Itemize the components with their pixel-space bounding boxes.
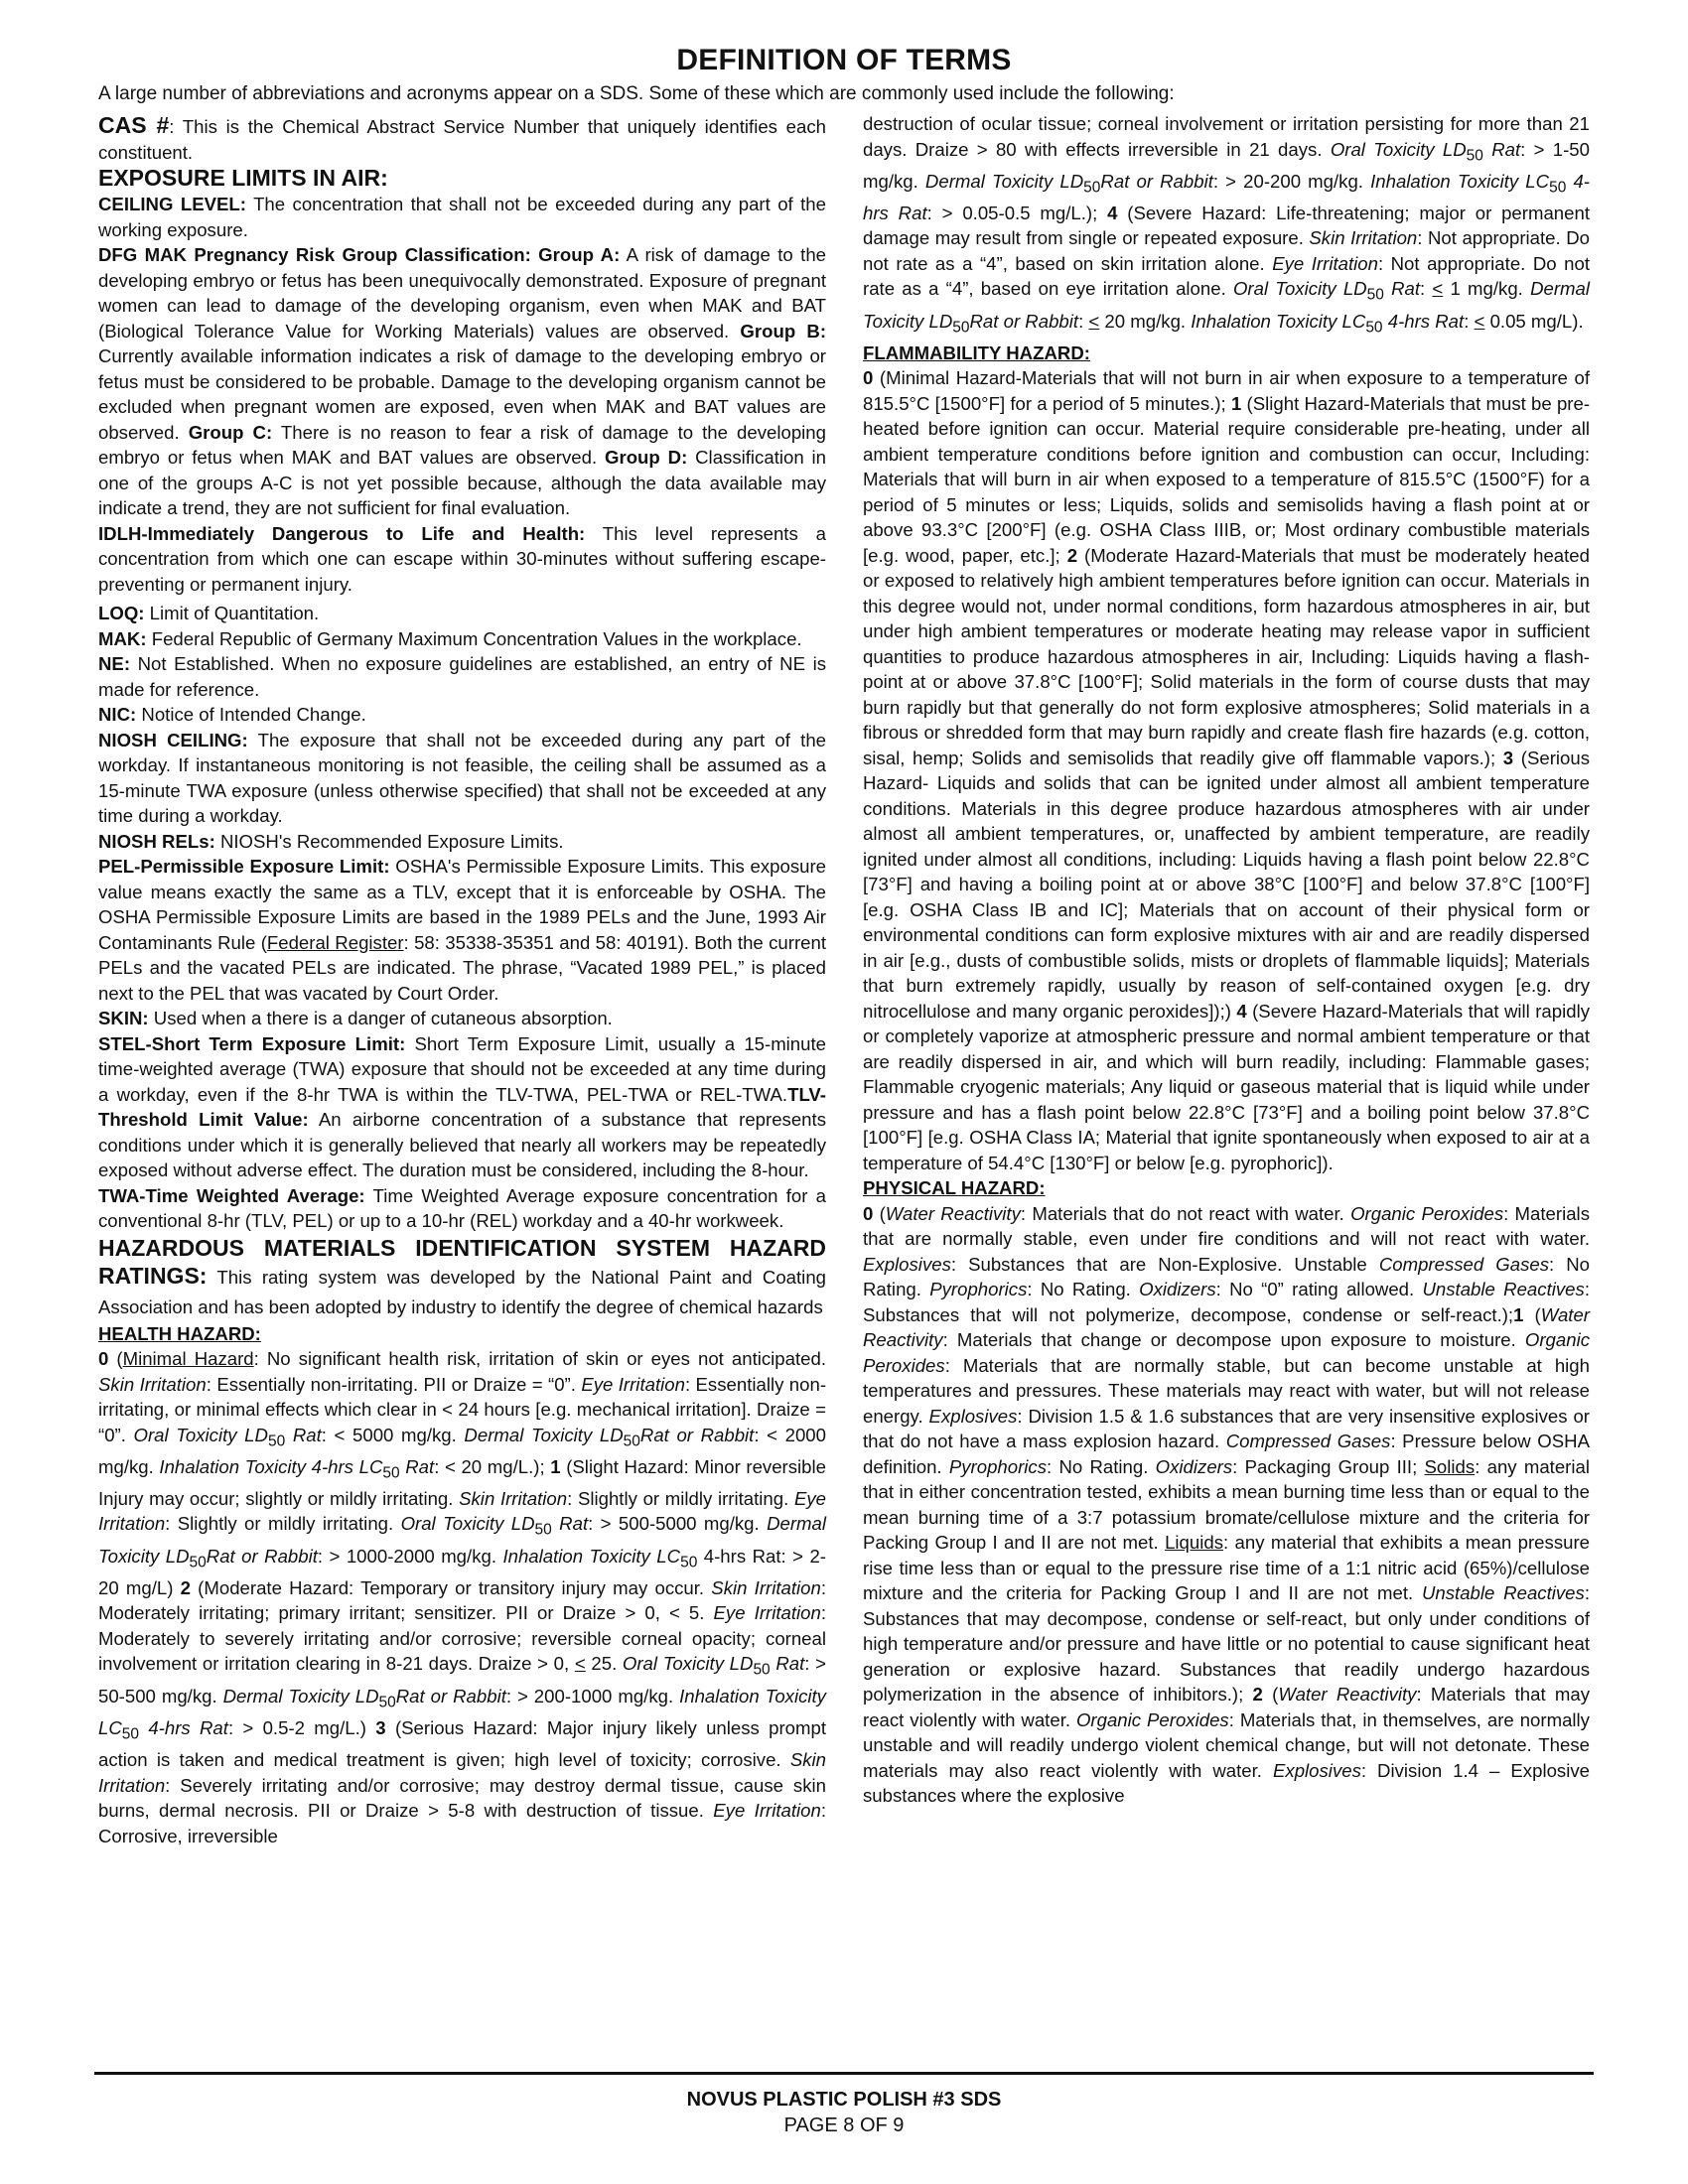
health-hazard-heading: HEALTH HAZARD:: [98, 1322, 261, 1344]
skin-definition: SKIN: Used when a there is a danger of cutaneous absorption.: [98, 1008, 613, 1028]
left-column: [98, 112, 826, 1848]
nic-definition: NIC: Notice of Intended Change.: [98, 704, 366, 725]
footer-divider: [94, 2072, 1594, 2075]
page-title: DEFINITION OF TERMS: [676, 44, 1012, 76]
ne-definition: NE: Not Established. When no exposure guidelines are established, an entry of NE is made for reference.: [98, 653, 826, 700]
flammability-hazard-text: 0 (Minimal Hazard-Materials that will not burn in air when exposure to a temperature of 815.5°C [1500°F] for a period of 5 minutes.); 1 (Slight Hazard-Materials that must be pre-heated before ignition can occur. Material require considerable pre-heating, under all ambient temperature conditions before ignition and combustion can occur, Including: Materials that will burn in air when exposed to a temperature of 815.5°C (1500°F) for a period of 5 minutes or less; Liquids, solids and semisolids having a flash point at or above 93.3°C [200°F] (e.g. OSHA Class IIIB, or; Most ordinary combustible materials [e.g. wood, paper, etc.]; 2 (Moderate Hazard-Materials that must be moderately heated or exposed to relatively high ambient temperatures before ignition can occur. Materials in this degree would not, under normal conditions, form hazardous atmospheres in air, but under high ambient temperatures or moderate heating may release vapor in sufficient quantities to produce hazardous atmospheres in air, Including: Liquids having a flash-point at or above 37.8°C [100°F]; Solid materials in the form of course dusts that may burn rapidly but that generally do not form explosive atmospheres; Solid materials in a fibrous or shredded form that may burn rapidly and create flash fire hazards (e.g. cotton, sisal, hemp; Solids and semisolids that readily give off flammable vapors.); 3 (Serious Hazard- Liquids and solids that can be ignited under almost all ambient temperature conditions. Materials in this degree produce hazardous atmospheres with air under almost all ambient temperatures, or, unaffected by ambient temperature, are readily ignited under almost all conditions, including: Liquids having a flash point below 22.8°C [73°F] and having a boiling point at or above 38°C [100°F] and below 37.8°C [100°F] [e.g. OSHA Class IB and IC]; Materials that on account of their physical form or environmental conditions can form explosive mixtures with air and are readily dispersed in air [e.g., dusts of combustible solids, mists or droplets of flammable liquids]; Materials that burn extremely rapidly, usually by reason of self-contained oxygen [e.g. dry nitrocellulose and many organic peroxides]);) 4 (Severe Hazard-Materials that will rapidly or completely vaporize at atmospheric pressure and normal ambient temperature or that are readily dispersed in air, and which will burn readily, including: Flammable gases; Flammable cryogenic materials; Any liquid or gaseous material that is liquid while under pressure and has a flash point below 22.8°C [73°F] and a boiling point below 37.8°C [100°F] [e.g. OSHA Class IA; Material that ignite spontaneously when exposed to air at a temperature of 54.4°C [130°F] or below [e.g. pyrophoric]).: [863, 367, 1591, 1173]
intro-text: A large number of abbreviations and acronyms appear on a SDS. Some of these which are commonly used include the following:: [98, 83, 1175, 104]
footer-page-number: PAGE 8 OF 9: [783, 2115, 905, 2136]
health-hazard-continued: destruction of ocular tissue; corneal involvement or irritation persisting for more than 21 days. Draize > 80 with effects irreversible in 21 days. Oral Toxicity $LD_{50}$ Rat: > 1-50 mg/kg. Dermal Toxicity $LD_{50}Rat$ or Rabbit: > 20-200 mg/kg. Inhalation Toxicity $LC_{50}$ 4-hrs Rat: > 0.05-0.5 mg/L.); 4 (Severe Hazard: Life-threatening; major or permanent damage may result from single or repeated exposure. Skin Irritation: Not appropriate. Do not rate as a “4”, based on skin irritation alone. Eye Irritation: Not appropriate. Do not rate as a “4”, based on eye irritation alone. Oral Toxicity $LD_{50}$ Rat: < 1 mg/kg. Dermal Toxicity $LD_{50}Rat$ or Rabbit: < 20 mg/kg. Inhalation Toxicity $LC_{50}$ 4-hrs Rat: < 0.05 mg/L).: [863, 113, 1590, 337]
physical-hazard-text: 0 (Water Reactivity: Materials that do not react with water. Organic Peroxides: Materials that are normally stable, even under fire conditions and will not react with water. Explosives: Substances that are Non-Explosive. Unstable Compressed Gases: No Rating. Pyrophorics: No Rating. Oxidizers: No “0” rating allowed. Unstable Reactives: Substances that will not polymerize, decompose, condense or self-react.);1 (Water Reactivity: Materials that change or decompose upon exposure to moisture. Organic Peroxides: Materials that are normally stable, but can become unstable at high temperatures and pressures. These materials may react with water, but will not release energy. Explosives: Division 1.5 & 1.6 substances that are very insensitive explosives or that do not have a mass explosion hazard. Compressed Gases: Pressure below OSHA definition. Pyrophorics: No Rating. Oxidizers: Packaging Group III; Solids: any material that in either concentration tested, exhibits a mean burning time less than or equal to the mean burning time of a 3:7 potassium bromate/cellulose mixture and the criteria for Packing Group I and II are not met. Liquids: any material that exhibits a mean pressure rise time less than or equal to the pressure rise time of a 1:1 nitric acid (65%)/cellulose mixture and the criteria for Packing Group I and II are not met. Unstable Reactives: Substances that may decompose, condense or self-react, but only under conditions of high temperature and/or pressure and have little or no potential to cause significant heat generation or explosive hazard. Substances that readily undergo hazardous polymerization in the absence of inhibitors.); 2 (Water Reactivity: Materials that may react violently with water. Organic Peroxides: Materials that, in themselves, are normally unstable and will readily undergo violent chemical change, but will not detonate. These materials may also react violently with water. Explosives: Division 1.4 – Explosive substances where the explosive: [863, 1202, 1591, 1807]
hmis-heading: HAZARDOUS MATERIALS IDENTIFICATION SYSTEM HAZARD RATINGS: This rating system was developed by the National Paint and Coating Association and has been adopted by industry to identify the degree of chemical hazards: [98, 1234, 826, 1317]
niosh-rels-definition: NIOSH RELs: NIOSH's Recommended Exposure Limits.: [98, 830, 564, 852]
mak-definition: MAK: Federal Republic of Germany Maximum Concentration Values in the workplace.: [98, 627, 802, 649]
loq-definition: LOQ: Limit of Quantitation.: [98, 603, 320, 623]
health-hazard-text: 0 (Minimal Hazard: No significant health risk, irritation of skin or eyes not anticipated. Skin Irritation: Essentially non-irritating. PII or Draize = “0”. Eye Irritation: Essentially non-irritating, or minimal effects which clear in < 24 hours [e.g. mechanical irritation]. Draize = “0”. Oral Toxicity $LD_{50}$ Rat: < 5000 mg/kg. Dermal Toxicity $LD_{50}Rat$ or Rabbit: < 2000 mg/kg. Inhalation Toxicity 4-hrs $LC_{50}$ Rat: < 20 mg/L.); 1 (Slight Hazard: Minor reversible Injury may occur; slightly or mildly irritating. Skin Irritation: Slightly or mildly irritating. Eye Irritation: Slightly or mildly irritating. Oral Toxicity $LD_{50}$ Rat: > 500-5000 mg/kg. Dermal Toxicity $LD_{50}Rat$ or Rabbit: > 1000-2000 mg/kg. Inhalation Toxicity $LC_{50}$ 4-hrs Rat: > 2-20 mg/L) 2 (Moderate Hazard: Temporary or transitory injury may occur. Skin Irritation: Moderately irritating; primary irritant; sensitizer. PII or Draize > 0, < 5. Eye Irritation: Moderately to severely irritating and/or corrosive; reversible corneal opacity; corneal involvement or irritation clearing in 8-21 days. Draize > 0, < 25. Oral Toxicity $LD_{50}$ Rat: > 50-500 mg/kg. Dermal Toxicity $LD_{50}Rat$ or Rabbit: > 200-1000 mg/kg. Inhalation Toxicity $LC_{50}$ 4-hrs Rat: > 0.5-2 mg/L.) 3 (Serious Hazard: Major injury likely unless prompt action is taken and medical treatment is given; high level of toxicity; corrosive. Skin Irritation: Severely irritating and/or corrosive; may destroy dermal tissue, cause skin burns, dermal necrosis. PII or Draize > 5-8 with destruction of tissue. Eye Irritation: Corrosive, irreversible: [98, 1348, 827, 1846]
twa-definition: TWA-Time Weighted Average: Time Weighted Average exposure concentration for a conventional 8-hr (TLV, PEL) or up to a 10-hr (REL) workday and a 40-hr workweek.: [98, 1184, 826, 1231]
physical-hazard-heading: PHYSICAL HAZARD:: [863, 1177, 1046, 1199]
pel-definition: PEL-Permissible Exposure Limit: OSHA's Permissible Exposure Limits. This exposure value means exactly the same as a TLV, except that it is enforceable by OSHA. The OSHA Permissible Exposure Limits are based in the 1989 PELs and the June, 1993 Air Contaminants Rule (Federal Register: 58: 35338-35351 and 58: 40191). Both the current PELs and the vacated PELs are indicated. The phrase, “Vacated 1989 PEL,” is placed next to the PEL that was vacated by Court Order.: [98, 856, 826, 1004]
cas-definition: CAS #: This is the Chemical Abstract Service Number that uniquely identifies each constituent.: [98, 112, 826, 163]
idlh-definition: IDLH-Immediately Dangerous to Life and Health: This level represents a concentration from which one can escape within 30-minutes without suffering escape-preventing or permanent injury.: [98, 522, 826, 595]
exposure-limits-heading: EXPOSURE LIMITS IN AIR:: [98, 165, 388, 191]
stel-tlv-definition: STEL-Short Term Exposure Limit: Short Term Exposure Limit, usually a 15-minute time-weighted average (TWA) exposure that should not be exceeded at any time during a workday, even if the 8-hr TWA is within the TLV-TWA, PEL-TWA or REL-TWA.TLV-Threshold Limit Value: An airborne concentration of a substance that represents conditions under which it is generally believed that nearly all workers may be repeatedly exposed without adverse effect. The duration must be considered, including the 8-hour.: [98, 1032, 826, 1180]
dfg-mak-definition: DFG MAK Pregnancy Risk Group Classification: Group A: A risk of damage to the developing embryo or fetus has been unequivocally demonstrated. Exposure of pregnant women can lead to damage of the developing organism, even when MAK and BAT (Biological Tolerance Value for Working Materials) values are observed. Group B: Currently available information indicates a risk of damage to the developing embryo or fetus must be considered to be probable. Damage to the developing organism cannot be excluded when pregnant women are exposed, even when MAK and BAT values are observed. Group C: There is no reason to fear a risk of damage to the developing embryo or fetus when MAK and BAT values are observed. Group D: Classification in one of the groups A-C is not yet possible because, although the data available may indicate a trend, they are not sufficient for final evaluation.: [98, 244, 827, 518]
flammability-hazard-heading: FLAMMABILITY HAZARD:: [863, 341, 1090, 363]
ceiling-level-definition: CEILING LEVEL: The concentration that shall not be exceeded during any part of the working exposure.: [98, 194, 826, 240]
niosh-ceiling-definition: NIOSH CEILING: The exposure that shall not be exceeded during any part of the workday. If instantaneous monitoring is not feasible, the ceiling shall be assumed as a 15-minute TWA exposure (unless otherwise specified) that shall not be exceeded at any time during a workday.: [98, 729, 827, 826]
footer-document-name: NOVUS PLASTIC POLISH #3 SDS: [686, 2089, 1002, 2111]
right-column: [863, 111, 1590, 1809]
